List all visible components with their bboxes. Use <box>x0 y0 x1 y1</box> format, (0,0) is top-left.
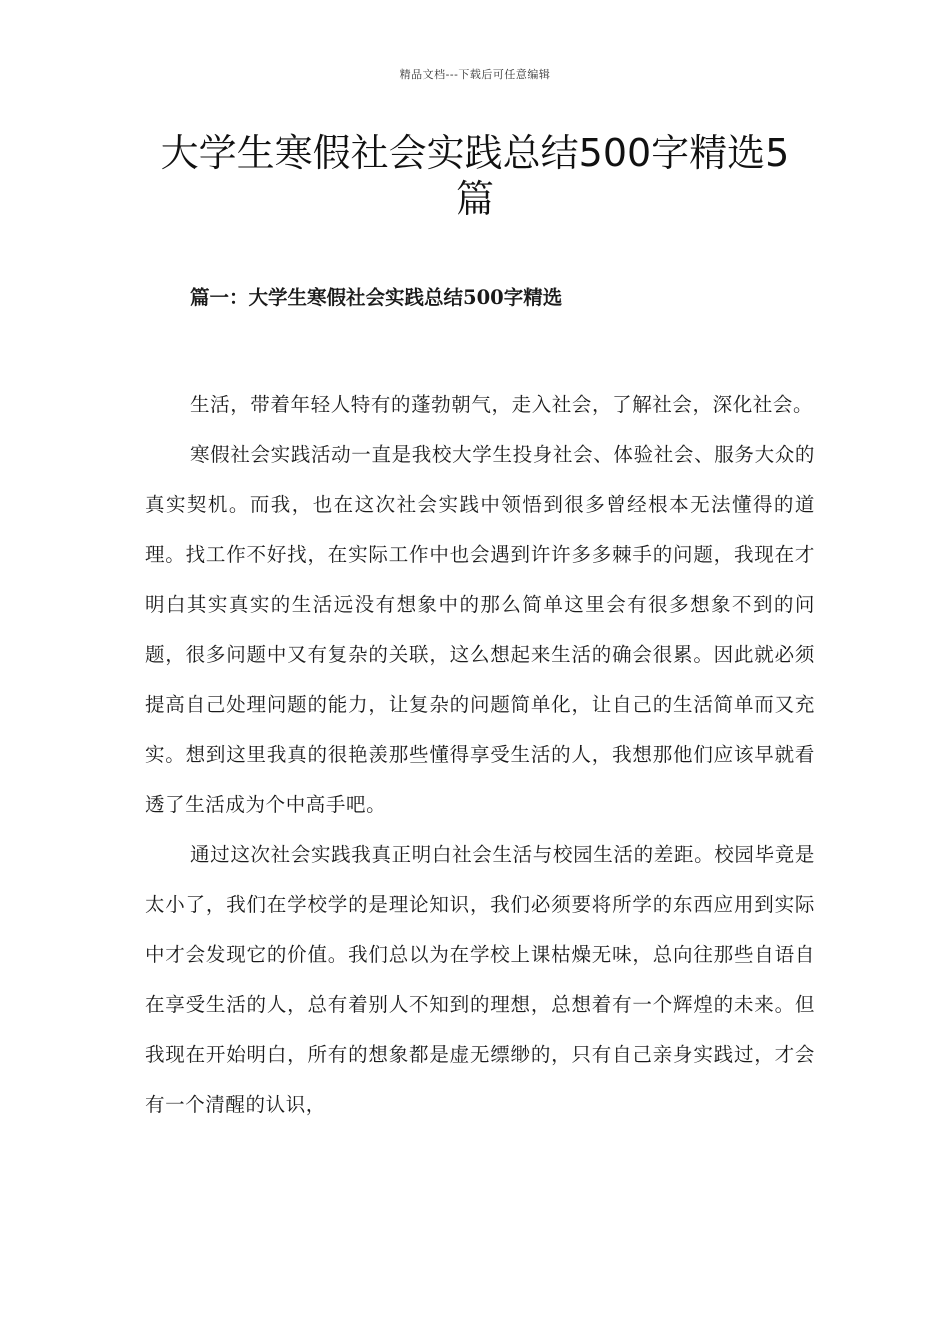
paragraph: 通过这次社会实践我真正明白社会生活与校园生活的差距。校园毕竟是太小了，我们在学校学的是理论知识，我们必须要将所学的东西应用到实际中才会发现它的价值。我们总以为在学校上课枯燥无味，总向往那些自语自在享受生活的人，总有着别人不知到的理想，总想着有一个辉煌的未来。但我现在开始明白，所有的想象都是虚无缥缈的，只有自己亲身实践过，才会有一个清醒的认识， <box>145 843 815 1116</box>
body-text <box>145 380 815 1130</box>
paragraph: 生活，带着年轻人特有的蓬勃朝气，走入社会，了解社会，深化社会。 <box>190 393 814 416</box>
header-note: 精品文档---下载后可任意编辑 <box>399 68 551 81</box>
paragraph: 寒假社会实践活动一直是我校大学生投身社会、体验社会、服务大众的真实契机。而我，也在这次社会实践中领悟到很多曾经根本无法懂得的道理。找工作不好找，在实际工作中也会遇到许许多多棘手的问题，我现在才明白其实真实的生活远没有想象中的那么简单这里会有很多想象不到的问题，很多问题中又有复杂的关联，这么想起来生活的确会很累。因此就必须提高自己处理问题的能力，让复杂的问题简单化，让自己的生活简单而又充实。想到这里我真的很艳羡那些懂得享受生活的人，我想那他们应该早就看透了生活成为个中高手吧。 <box>145 443 815 816</box>
title-line-2: 篇 <box>455 177 494 221</box>
section-heading: 篇一：大学生寒假社会实践总结500字精选 <box>190 286 563 309</box>
document-title <box>140 130 810 222</box>
title-line-1: 大学生寒假社会实践总结500字精选5 <box>160 131 790 175</box>
